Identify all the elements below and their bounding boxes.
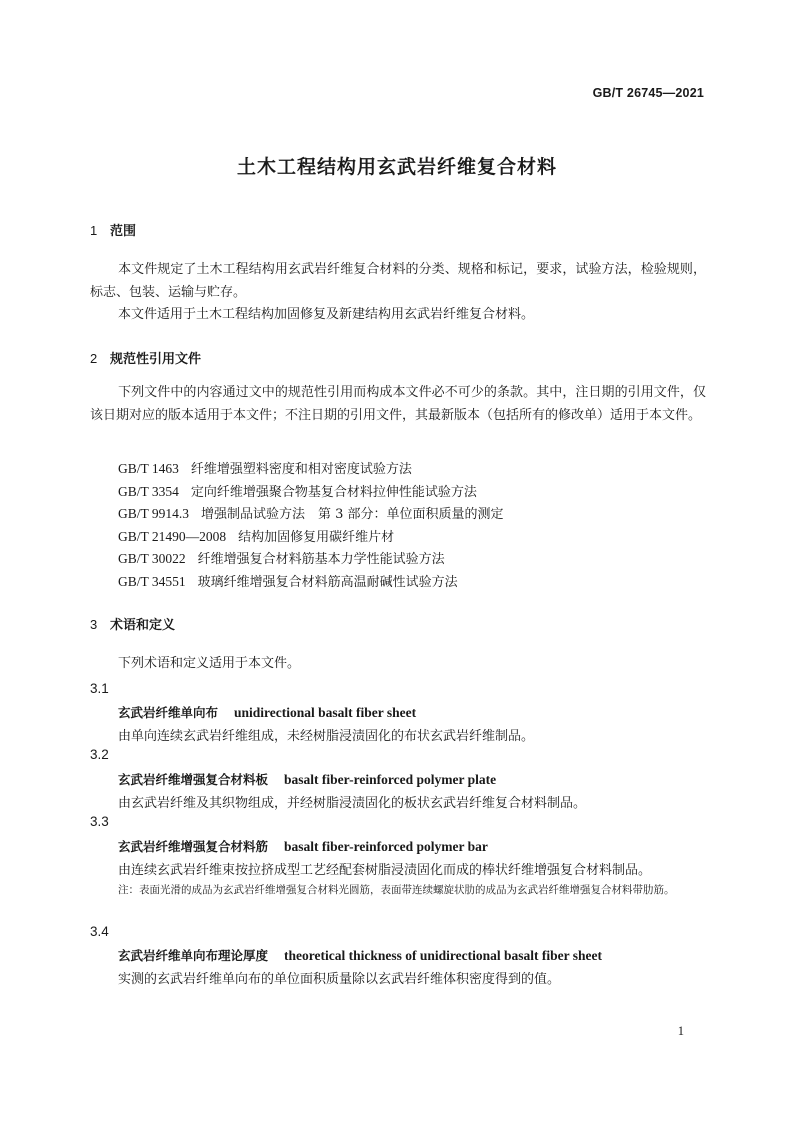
section-heading-scope	[90, 220, 136, 239]
section-title: 术语和定义	[110, 618, 176, 633]
term-cn: 玄武岩纤维增强复合材料板	[118, 772, 269, 787]
reference-name: 定向纤维增强聚合物基复合材料拉伸性能试验方法	[190, 485, 477, 500]
term-definition: 实测的玄武岩纤维单向布的单位面积质量除以玄武岩纤维体积密度得到的值。	[118, 972, 561, 987]
term-en: basalt fiber-reinforced polymer plate	[284, 772, 497, 787]
reference-name: 纤维增强复合材料筋基本力学性能试验方法	[197, 552, 445, 567]
document-title: 土木工程结构用玄武岩纤维复合材料	[236, 156, 557, 178]
reference-item	[118, 526, 394, 545]
reference-item	[118, 503, 504, 522]
reference-item	[118, 571, 458, 590]
reference-code: GB/T 1463	[118, 461, 179, 476]
scope-text-2: 本文件适用于土木工程结构加固修复及新建结构用玄武岩纤维复合材料。	[118, 307, 535, 322]
term-en: theoretical thickness of unidirectional basalt fiber sheet	[284, 948, 603, 963]
section-title: 规范性引用文件	[110, 352, 202, 367]
references-intro: 下列文件中的内容通过文中的规范性引用而构成本文件必不可少的条款。其中，注日期的引用文件，仅该日期对应的版本适用于本文件；不注日期的引用文件，其最新版本（包括所有的修改单）适用于本文件。	[90, 385, 706, 423]
paragraph	[90, 652, 706, 675]
reference-item	[118, 481, 477, 500]
term-note: 注：表面光滑的成品为玄武岩纤维增强复合材料光圆筋，表面带连续螺旋状肋的成品为玄武岩纤维增强复合材料带肋筋。	[118, 884, 675, 896]
clause-number: 3.1	[90, 681, 109, 696]
term-en: basalt fiber-reinforced polymer bar	[284, 839, 488, 854]
paragraph	[90, 258, 706, 304]
paragraph	[90, 381, 706, 427]
scope-text-1: 本文件规定了土木工程结构用玄武岩纤维复合材料的分类、规格和标记，要求，试验方法，检验规则，标志、包装、运输与贮存。	[90, 262, 706, 300]
term-en: unidirectional basalt fiber sheet	[234, 705, 417, 720]
reference-code: GB/T 21490—2008	[118, 529, 227, 544]
section-number: 1	[90, 223, 98, 238]
term-heading	[118, 946, 602, 964]
term-heading	[118, 837, 488, 855]
reference-name: 结构加固修复用碳纤维片材	[238, 530, 395, 545]
clause-number: 3.2	[90, 747, 109, 762]
term-cn: 玄武岩纤维单向布	[118, 705, 219, 720]
clause-number: 3.4	[90, 924, 109, 939]
term-definition: 由连续玄武岩纤维束按拉挤成型工艺经配套树脂浸渍固化而成的棒状纤维增强复合材料制品。	[118, 863, 652, 878]
section-heading-terms	[90, 614, 175, 633]
term-heading	[118, 770, 496, 788]
term-heading	[118, 703, 416, 721]
page-number: 1	[677, 1024, 684, 1038]
section-heading-references	[90, 348, 201, 367]
reference-name: 纤维增强塑料密度和相对密度试验方法	[190, 462, 412, 477]
reference-code: GB/T 30022	[118, 551, 186, 566]
reference-name: 玻璃纤维增强复合材料筋高温耐碱性试验方法	[197, 575, 458, 590]
clause-number: 3.3	[90, 814, 109, 829]
reference-code: GB/T 3354	[118, 484, 179, 499]
standard-number: GB/T 26745—2021	[592, 86, 704, 100]
section-number: 3	[90, 617, 98, 632]
terms-intro: 下列术语和定义适用于本文件。	[118, 656, 301, 671]
reference-code: GB/T 9914.3	[118, 506, 190, 521]
reference-item	[118, 548, 445, 567]
term-definition: 由单向连续玄武岩纤维组成，未经树脂浸渍固化的布状玄武岩纤维制品。	[118, 729, 535, 744]
reference-name: 增强制品试验方法 第 3 部分：单位面积质量的测定	[201, 507, 504, 522]
term-cn: 玄武岩纤维单向布理论厚度	[118, 948, 269, 963]
section-number: 2	[90, 351, 98, 366]
section-title: 范围	[110, 224, 137, 239]
reference-code: GB/T 34551	[118, 574, 186, 589]
paragraph	[90, 303, 706, 326]
term-cn: 玄武岩纤维增强复合材料筋	[118, 839, 269, 854]
reference-item	[118, 458, 412, 477]
term-definition: 由玄武岩纤维及其织物组成，并经树脂浸渍固化的板状玄武岩纤维复合材料制品。	[118, 796, 587, 811]
